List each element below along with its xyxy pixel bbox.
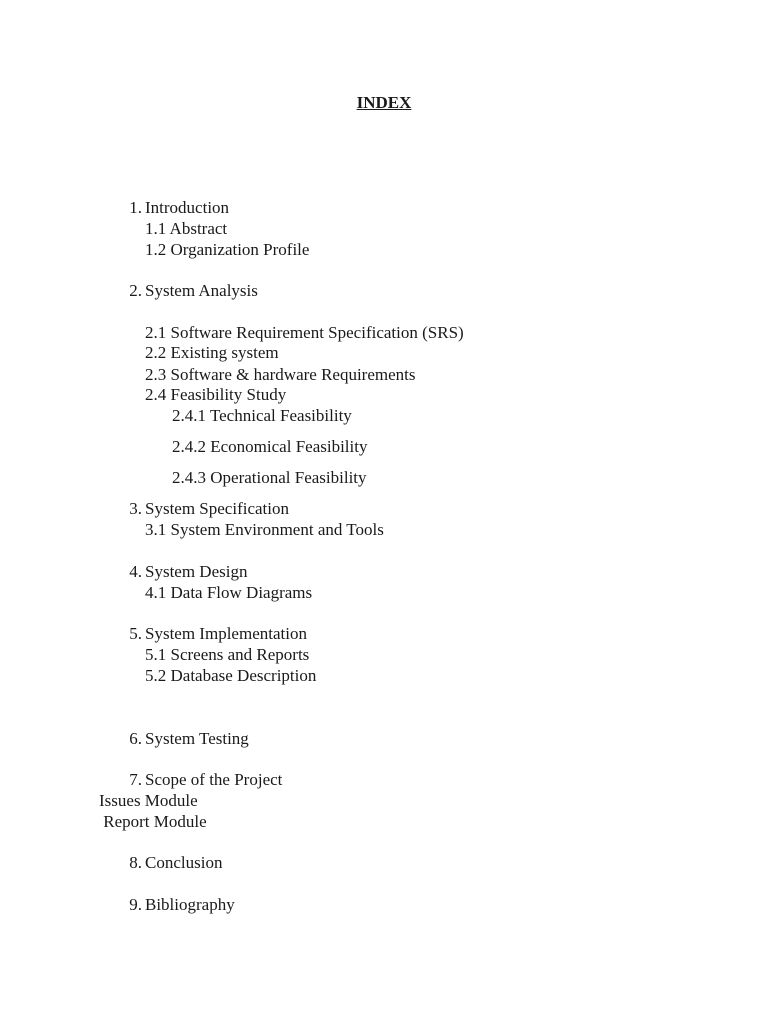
entry-label: Bibliography bbox=[145, 895, 235, 914]
toc-entry-data-flow-diagrams: 4.1 Data Flow Diagrams bbox=[145, 583, 313, 602]
toc-entry-economical-feasibility: 2.4.2 Economical Feasibility bbox=[172, 437, 368, 456]
toc-entry-environment-tools: 3.1 System Environment and Tools bbox=[145, 520, 384, 539]
entry-number: 7. bbox=[129, 770, 142, 789]
toc-entry-abstract: 1.1 Abstract bbox=[145, 219, 228, 238]
entry-label: System Specification bbox=[145, 499, 290, 518]
page-title: INDEX bbox=[356, 93, 412, 112]
entry-number: 6. bbox=[129, 729, 142, 748]
entry-label: System Analysis bbox=[145, 281, 258, 300]
entry-label: Scope of the Project bbox=[145, 770, 283, 789]
toc-entry-existing-system: 2.2 Existing system bbox=[145, 343, 279, 362]
toc-entry-database-description: 5.2 Database Description bbox=[145, 666, 317, 685]
entry-number: 9. bbox=[129, 895, 142, 914]
entry-label: Conclusion bbox=[145, 853, 223, 872]
entry-label: System Design bbox=[145, 562, 248, 581]
entry-label: Introduction bbox=[145, 198, 230, 217]
toc-entry-requirements: 2.3 Software & hardware Requirements bbox=[145, 365, 416, 384]
toc-entry-feasibility-study: 2.4 Feasibility Study bbox=[145, 385, 287, 404]
toc-entry-screens-reports: 5.1 Screens and Reports bbox=[145, 645, 310, 664]
toc-entry-operational-feasibility: 2.4.3 Operational Feasibility bbox=[172, 468, 367, 487]
entry-number: 4. bbox=[129, 562, 142, 581]
toc-entry-issues-module: Issues Module bbox=[99, 791, 198, 810]
entry-number: 5. bbox=[129, 624, 142, 643]
entry-number: 3. bbox=[129, 499, 142, 518]
toc-entry-organization-profile: 1.2 Organization Profile bbox=[145, 240, 310, 259]
entry-label: System Implementation bbox=[145, 624, 307, 643]
toc-entry-srs: 2.1 Software Requirement Specification (SRS) bbox=[145, 323, 464, 342]
entry-label: System Testing bbox=[145, 729, 249, 748]
toc-entry-technical-feasibility: 2.4.1 Technical Feasibility bbox=[172, 406, 352, 425]
toc-entry-report-module: Report Module bbox=[99, 812, 207, 831]
entry-number: 8. bbox=[129, 853, 142, 872]
entry-number: 1. bbox=[129, 198, 142, 217]
entry-number: 2. bbox=[129, 281, 142, 300]
